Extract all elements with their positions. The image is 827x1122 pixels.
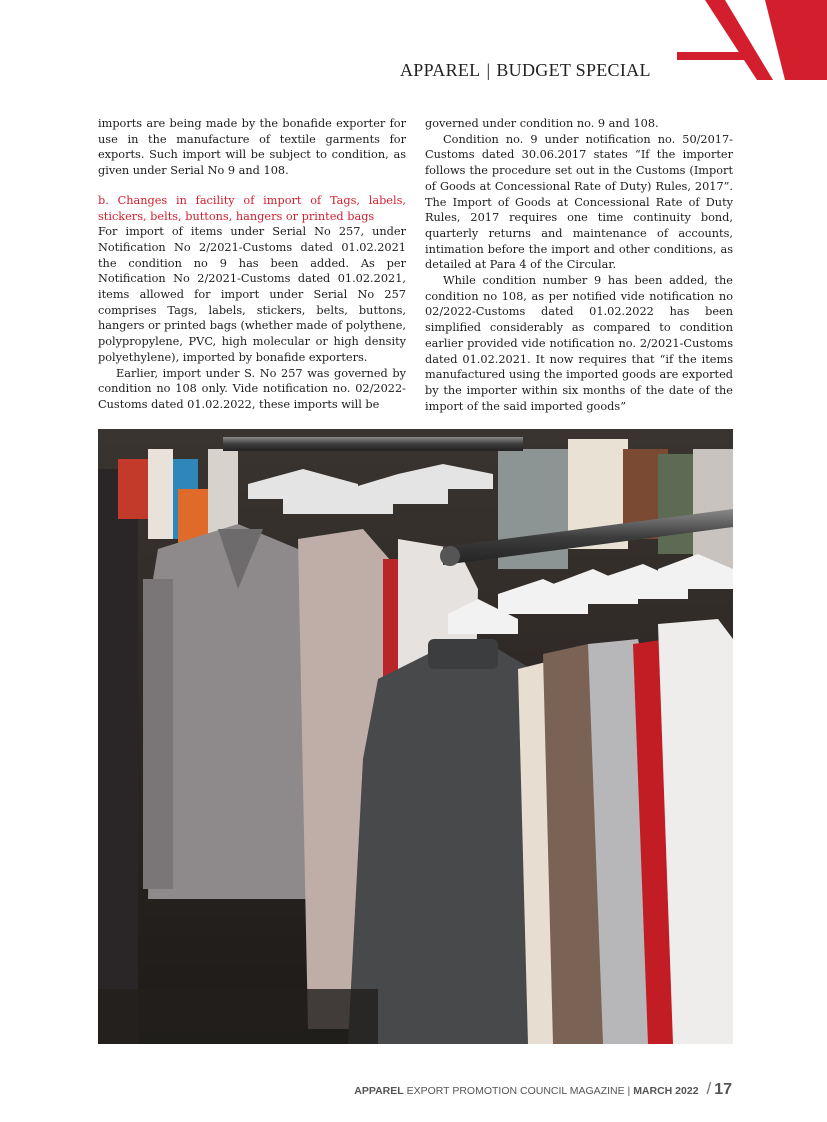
right-paragraph-3: While condition number 9 has been added, the condition no 108, as per notified vide notification no 02/2022-Customs dated 01.02.2022 has been simplified considerably as compared to condition earlier provided vide notification no. 2/2021-Customs dated 01.02.2021. It now requires that “if the items manufactured using the imported goods are exported by the importer within six months of the date of the import of the said imported goods” bbox=[425, 274, 733, 413]
header-section: APPAREL bbox=[400, 60, 481, 80]
header-title: BUDGET SPECIAL bbox=[496, 60, 651, 80]
header-separator: | bbox=[486, 60, 491, 80]
right-paragraph-2: Condition no. 9 under notification no. 50/2017-Customs dated 30.06.2017 states “If the importer follows the procedure set out in the Customs (Import of Goods at Concessional Rate of Duty) Rules, 2017”. The Import of Goods at Concessional Rate of Duty Rules, 2017 requires one time continuity bond, quarterly returns and maintenance of accounts, intimation before the import and other conditions, as detailed at Para 4 of the Circular. bbox=[425, 132, 733, 272]
left-column bbox=[98, 116, 406, 413]
page-number: 17 bbox=[714, 1081, 732, 1098]
corner-red-logo-shape bbox=[677, 0, 827, 80]
left-paragraph-2: For import of items under Serial No 257, under Notification No 2/2021-Customs dated 01.02.2021 the condition no 9 has been added. As per Notification No 2/2021-Customs dated 01.02.2021, items allowed for import under Serial No 257 comprises Tags, labels, stickers, belts, buttons, hangers or printed bags (whether made of polythene, polypropylene, PVC, high molecular or high density polyethylene), imported by bonafide exporters. bbox=[98, 225, 406, 364]
footer-separator: | bbox=[627, 1085, 631, 1097]
footer-slash: / bbox=[706, 1079, 712, 1098]
right-column bbox=[425, 116, 733, 414]
left-paragraph-1: imports are being made by the bonafide exporter for use in the manufacture of textile garments for exports. Such import will be subject to condition, as given under Serial No 9 and 108. bbox=[98, 117, 406, 178]
footer-brand: APPAREL bbox=[354, 1085, 404, 1097]
clothing-rack-photo bbox=[98, 429, 733, 1044]
footer-magazine: EXPORT PROMOTION COUNCIL MAGAZINE bbox=[406, 1085, 625, 1097]
page-header bbox=[400, 60, 651, 81]
right-paragraph-1: governed under condition no. 9 and 108. bbox=[425, 117, 659, 130]
footer-issue: MARCH 2022 bbox=[633, 1085, 699, 1097]
section-subheading: b. Changes in facility of import of Tags, labels, stickers, belts, buttons, hangers or printed bags bbox=[98, 193, 406, 223]
page-footer bbox=[354, 1079, 732, 1099]
left-paragraph-3: Earlier, import under S. No 257 was governed by condition no 108 only. Vide notification no. 02/2022-Customs dated 01.02.2022, these imports will be bbox=[98, 366, 406, 411]
